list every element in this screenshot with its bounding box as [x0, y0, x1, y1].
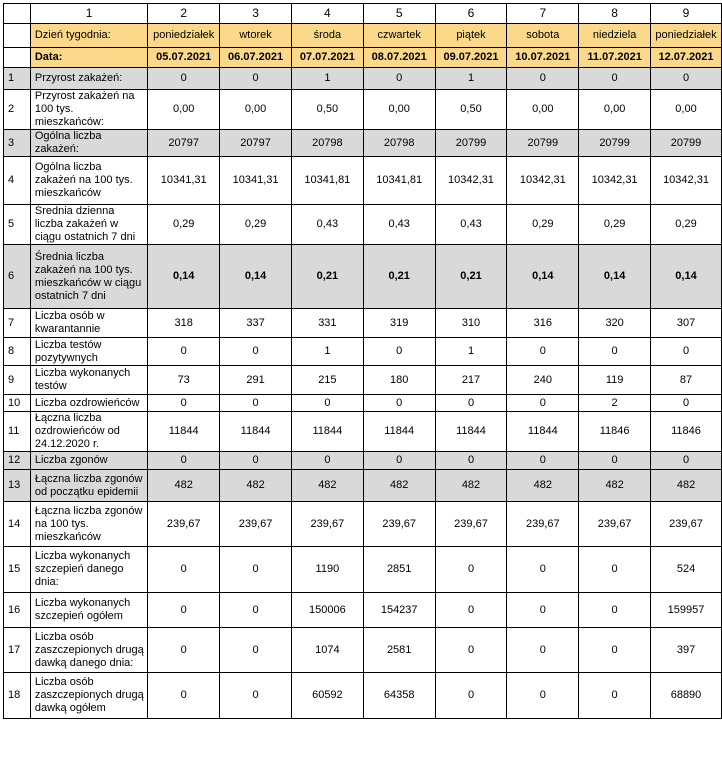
- value-cell: 0,00: [220, 90, 292, 130]
- value-cell: 0: [435, 593, 507, 628]
- row-number: 8: [4, 338, 31, 366]
- row-label: Średnia dzienna liczba zakażeń w ciągu ostatnich 7 dni: [30, 205, 147, 245]
- weekday-cell: piątek: [435, 24, 507, 48]
- column-number-row: [4, 4, 722, 24]
- column-number: 3: [220, 4, 292, 24]
- row-label: Liczba wykonanych testów: [30, 366, 147, 395]
- value-cell: 10341,31: [148, 157, 220, 205]
- row-label: Przyrost zakażeń:: [30, 68, 147, 90]
- value-cell: 0,29: [148, 205, 220, 245]
- table-row: [4, 245, 722, 309]
- value-cell: 482: [435, 470, 507, 502]
- value-cell: 482: [291, 470, 363, 502]
- value-cell: 482: [363, 470, 435, 502]
- value-cell: 0,00: [507, 90, 579, 130]
- value-cell: 0,00: [363, 90, 435, 130]
- table-row: [4, 452, 722, 470]
- row-label: Liczba ozdrowieńców: [30, 395, 147, 412]
- value-cell: 0: [651, 68, 722, 90]
- value-cell: 0: [148, 547, 220, 593]
- row-number: 12: [4, 452, 31, 470]
- value-cell: 482: [579, 470, 651, 502]
- value-cell: 2: [579, 395, 651, 412]
- row-number: 14: [4, 502, 31, 547]
- value-cell: 0: [220, 395, 292, 412]
- weekday-cell: czwartek: [363, 24, 435, 48]
- row-number: 7: [4, 309, 31, 338]
- value-cell: 482: [651, 470, 722, 502]
- table-row: [4, 470, 722, 502]
- weekday-cell: poniedziałek: [651, 24, 722, 48]
- value-cell: 524: [651, 547, 722, 593]
- value-cell: 0,14: [579, 245, 651, 309]
- value-cell: 0: [507, 547, 579, 593]
- weekday-cell: sobota: [507, 24, 579, 48]
- covid-stats-table: [3, 3, 722, 719]
- row-number: 16: [4, 593, 31, 628]
- row-label: Przyrost zakażeń na 100 tys. mieszkańców:: [30, 90, 147, 130]
- value-cell: 10341,31: [220, 157, 292, 205]
- value-cell: 482: [220, 470, 292, 502]
- column-number: 1: [30, 4, 147, 24]
- row-label: Liczba wykonanych szczepień danego dnia:: [30, 547, 147, 593]
- value-cell: 20799: [435, 130, 507, 157]
- weekday-label: Dzień tygodnia:: [30, 24, 147, 48]
- row-number: 1: [4, 68, 31, 90]
- table-row: [4, 628, 722, 673]
- value-cell: 1: [291, 68, 363, 90]
- table-row: [4, 366, 722, 395]
- value-cell: 0: [507, 395, 579, 412]
- value-cell: 10341,81: [291, 157, 363, 205]
- row-number: 2: [4, 90, 31, 130]
- value-cell: 320: [579, 309, 651, 338]
- value-cell: 159957: [651, 593, 722, 628]
- column-number: 8: [579, 4, 651, 24]
- row-number: 9: [4, 366, 31, 395]
- column-number: 5: [363, 4, 435, 24]
- weekday-cell: wtorek: [220, 24, 292, 48]
- value-cell: 0,29: [220, 205, 292, 245]
- value-cell: 0: [579, 673, 651, 719]
- column-number: 4: [291, 4, 363, 24]
- value-cell: 0: [220, 628, 292, 673]
- value-cell: 0: [220, 338, 292, 366]
- value-cell: 0: [579, 452, 651, 470]
- date-cell: 08.07.2021: [363, 48, 435, 68]
- value-cell: 64358: [363, 673, 435, 719]
- value-cell: 318: [148, 309, 220, 338]
- date-label: Data:: [30, 48, 147, 68]
- table-row: [4, 68, 722, 90]
- value-cell: 11844: [435, 412, 507, 452]
- value-cell: 11846: [651, 412, 722, 452]
- value-cell: 20797: [148, 130, 220, 157]
- value-cell: 0,21: [291, 245, 363, 309]
- column-number: 9: [651, 4, 722, 24]
- value-cell: 20799: [579, 130, 651, 157]
- value-cell: 239,67: [651, 502, 722, 547]
- value-cell: 0: [148, 593, 220, 628]
- date-row: [4, 48, 722, 68]
- value-cell: 0: [579, 593, 651, 628]
- value-cell: 68890: [651, 673, 722, 719]
- value-cell: 0,14: [220, 245, 292, 309]
- value-cell: 60592: [291, 673, 363, 719]
- row-label: Średnia liczba zakażeń na 100 tys. mieszkańców w ciągu ostatnich 7 dni: [30, 245, 147, 309]
- row-number: 13: [4, 470, 31, 502]
- value-cell: 0: [435, 395, 507, 412]
- value-cell: 0: [148, 673, 220, 719]
- table-row: [4, 412, 722, 452]
- value-cell: 239,67: [507, 502, 579, 547]
- value-cell: 0: [435, 547, 507, 593]
- row-label: Liczba osób w kwarantannie: [30, 309, 147, 338]
- value-cell: 11846: [579, 412, 651, 452]
- column-number: 2: [148, 4, 220, 24]
- value-cell: 0: [148, 395, 220, 412]
- value-cell: 0: [148, 338, 220, 366]
- value-cell: 154237: [363, 593, 435, 628]
- value-cell: 0,21: [363, 245, 435, 309]
- value-cell: 0: [220, 593, 292, 628]
- row-label: Liczba zgonów: [30, 452, 147, 470]
- value-cell: 217: [435, 366, 507, 395]
- value-cell: 0,43: [291, 205, 363, 245]
- value-cell: 0: [651, 395, 722, 412]
- value-cell: 1190: [291, 547, 363, 593]
- row-number: 10: [4, 395, 31, 412]
- value-cell: 0,00: [651, 90, 722, 130]
- value-cell: 0: [363, 395, 435, 412]
- column-number: 7: [507, 4, 579, 24]
- corner-cell: [4, 4, 31, 24]
- value-cell: 20799: [651, 130, 722, 157]
- table-row: [4, 395, 722, 412]
- value-cell: 2581: [363, 628, 435, 673]
- value-cell: 0: [507, 452, 579, 470]
- value-cell: 0: [651, 338, 722, 366]
- value-cell: 10341,81: [363, 157, 435, 205]
- value-cell: 0: [148, 628, 220, 673]
- value-cell: 319: [363, 309, 435, 338]
- value-cell: 10342,31: [651, 157, 722, 205]
- blank-cell: [4, 24, 31, 48]
- value-cell: 11844: [220, 412, 292, 452]
- value-cell: 239,67: [435, 502, 507, 547]
- weekday-cell: środa: [291, 24, 363, 48]
- value-cell: 337: [220, 309, 292, 338]
- value-cell: 0: [220, 547, 292, 593]
- row-label: Łączna liczba zgonów na 100 tys. mieszkańców: [30, 502, 147, 547]
- value-cell: 0: [220, 452, 292, 470]
- row-label: Liczba osób zaszczepionych drugą dawką danego dnia:: [30, 628, 147, 673]
- row-number: 11: [4, 412, 31, 452]
- value-cell: 0: [579, 628, 651, 673]
- value-cell: 239,67: [291, 502, 363, 547]
- value-cell: 0: [363, 338, 435, 366]
- row-label: Liczba wykonanych szczepień ogółem: [30, 593, 147, 628]
- value-cell: 20798: [291, 130, 363, 157]
- value-cell: 239,67: [220, 502, 292, 547]
- value-cell: 0: [291, 452, 363, 470]
- row-label: Liczba osób zaszczepionych drugą dawką ogółem: [30, 673, 147, 719]
- value-cell: 0,14: [651, 245, 722, 309]
- value-cell: 0,50: [291, 90, 363, 130]
- row-number: 17: [4, 628, 31, 673]
- value-cell: 0: [507, 593, 579, 628]
- value-cell: 0: [220, 673, 292, 719]
- value-cell: 0: [148, 68, 220, 90]
- value-cell: 0: [579, 547, 651, 593]
- row-number: 4: [4, 157, 31, 205]
- value-cell: 73: [148, 366, 220, 395]
- row-number: 3: [4, 130, 31, 157]
- value-cell: 215: [291, 366, 363, 395]
- value-cell: 150006: [291, 593, 363, 628]
- value-cell: 0,21: [435, 245, 507, 309]
- table-row: [4, 338, 722, 366]
- value-cell: 0: [435, 452, 507, 470]
- date-cell: 07.07.2021: [291, 48, 363, 68]
- table-row: [4, 157, 722, 205]
- date-cell: 05.07.2021: [148, 48, 220, 68]
- value-cell: 331: [291, 309, 363, 338]
- value-cell: 307: [651, 309, 722, 338]
- value-cell: 0,14: [507, 245, 579, 309]
- value-cell: 87: [651, 366, 722, 395]
- value-cell: 11844: [507, 412, 579, 452]
- value-cell: 20799: [507, 130, 579, 157]
- value-cell: 0: [148, 452, 220, 470]
- table-row: [4, 502, 722, 547]
- value-cell: 0: [363, 452, 435, 470]
- value-cell: 482: [148, 470, 220, 502]
- value-cell: 20797: [220, 130, 292, 157]
- value-cell: 0: [435, 628, 507, 673]
- row-number: 18: [4, 673, 31, 719]
- value-cell: 0: [507, 338, 579, 366]
- value-cell: 10342,31: [507, 157, 579, 205]
- table-row: [4, 593, 722, 628]
- row-label: Łączna liczba ozdrowieńców od 24.12.2020 r.: [30, 412, 147, 452]
- value-cell: 239,67: [579, 502, 651, 547]
- row-number: 5: [4, 205, 31, 245]
- value-cell: 0,29: [579, 205, 651, 245]
- table-row: [4, 309, 722, 338]
- table-row: [4, 90, 722, 130]
- value-cell: 1: [291, 338, 363, 366]
- value-cell: 10342,31: [579, 157, 651, 205]
- date-cell: 10.07.2021: [507, 48, 579, 68]
- value-cell: 0: [579, 68, 651, 90]
- date-cell: 11.07.2021: [579, 48, 651, 68]
- value-cell: 239,67: [148, 502, 220, 547]
- row-number: 15: [4, 547, 31, 593]
- value-cell: 0,00: [579, 90, 651, 130]
- value-cell: 0,29: [651, 205, 722, 245]
- value-cell: 0: [507, 68, 579, 90]
- value-cell: 11844: [148, 412, 220, 452]
- column-number: 6: [435, 4, 507, 24]
- covid-stats-table-container: [3, 3, 722, 719]
- value-cell: 0: [579, 338, 651, 366]
- date-cell: 06.07.2021: [220, 48, 292, 68]
- value-cell: 0: [363, 68, 435, 90]
- value-cell: 316: [507, 309, 579, 338]
- value-cell: 0: [507, 673, 579, 719]
- row-label: Łączna liczba zgonów od początku epidemii: [30, 470, 147, 502]
- table-row: [4, 130, 722, 157]
- table-row: [4, 673, 722, 719]
- value-cell: 119: [579, 366, 651, 395]
- value-cell: 1: [435, 68, 507, 90]
- value-cell: 11844: [363, 412, 435, 452]
- blank-cell: [4, 48, 31, 68]
- value-cell: 0,00: [148, 90, 220, 130]
- row-label: Ogólna liczba zakażeń:: [30, 130, 147, 157]
- value-cell: 10342,31: [435, 157, 507, 205]
- value-cell: 0,50: [435, 90, 507, 130]
- value-cell: 482: [507, 470, 579, 502]
- value-cell: 0: [435, 673, 507, 719]
- date-cell: 09.07.2021: [435, 48, 507, 68]
- value-cell: 0: [291, 395, 363, 412]
- weekday-cell: poniedziałek: [148, 24, 220, 48]
- weekday-cell: niedziela: [579, 24, 651, 48]
- value-cell: 1: [435, 338, 507, 366]
- weekday-row: [4, 24, 722, 48]
- table-row: [4, 205, 722, 245]
- table-row: [4, 547, 722, 593]
- row-number: 6: [4, 245, 31, 309]
- date-cell: 12.07.2021: [651, 48, 722, 68]
- value-cell: 240: [507, 366, 579, 395]
- value-cell: 0,43: [363, 205, 435, 245]
- value-cell: 1074: [291, 628, 363, 673]
- value-cell: 0,29: [507, 205, 579, 245]
- value-cell: 0,43: [435, 205, 507, 245]
- value-cell: 239,67: [363, 502, 435, 547]
- value-cell: 180: [363, 366, 435, 395]
- value-cell: 310: [435, 309, 507, 338]
- value-cell: 0: [651, 452, 722, 470]
- value-cell: 0: [507, 628, 579, 673]
- value-cell: 397: [651, 628, 722, 673]
- value-cell: 0: [220, 68, 292, 90]
- value-cell: 11844: [291, 412, 363, 452]
- row-label: Liczba testów pozytywnych: [30, 338, 147, 366]
- row-label: Ogólna liczba zakażeń na 100 tys. mieszkańców: [30, 157, 147, 205]
- value-cell: 20798: [363, 130, 435, 157]
- value-cell: 291: [220, 366, 292, 395]
- value-cell: 2851: [363, 547, 435, 593]
- value-cell: 0,14: [148, 245, 220, 309]
